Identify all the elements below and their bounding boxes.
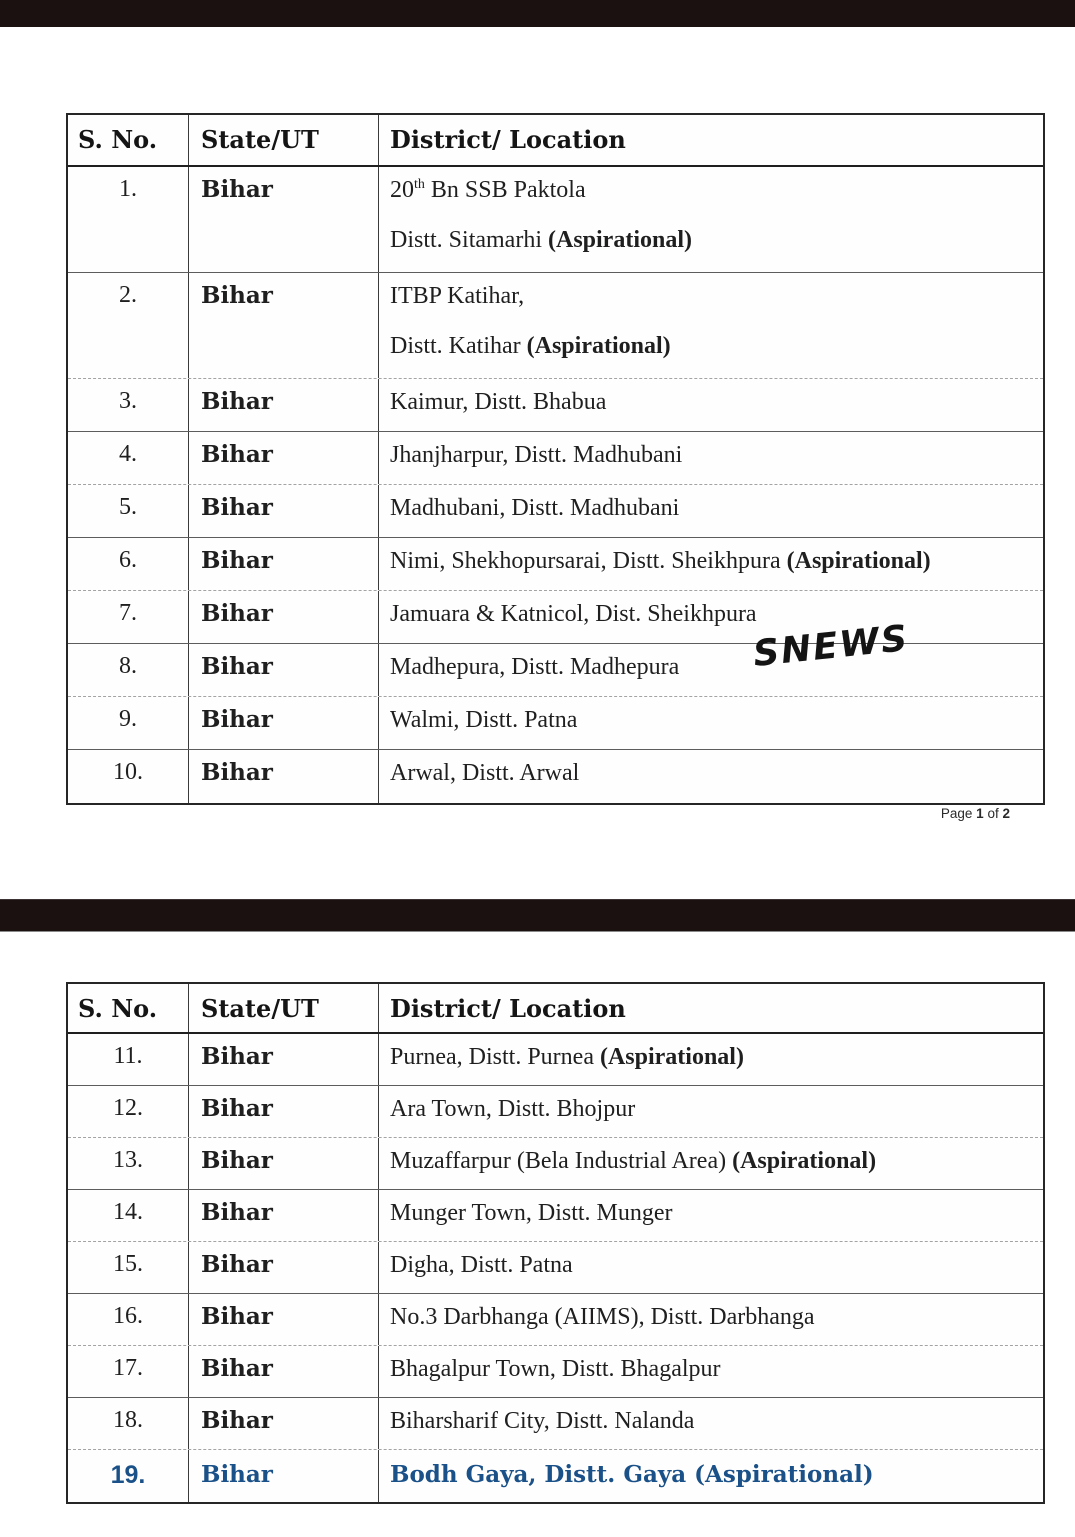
sno-cell: 6.	[119, 547, 137, 573]
header-sno: S. No.	[78, 125, 158, 154]
district-cell: Purnea, Distt. Purnea (Aspirational)	[378, 1034, 1043, 1085]
district-cell: 20th Bn SSB Paktola Distt. Sitamarhi (Aspirational)	[378, 167, 1043, 272]
state-cell: Bihar	[188, 273, 378, 378]
table-row	[68, 697, 1043, 750]
table-row	[68, 273, 1043, 379]
snews-watermark: SNEWS	[751, 617, 912, 676]
page1-table	[66, 113, 1045, 805]
sno-cell: 8.	[119, 653, 137, 679]
state-cell: Bihar	[188, 750, 378, 803]
district-cell: ITBP Katihar, Distt. Katihar (Aspirational)	[378, 273, 1043, 378]
district-cell: No.3 Darbhanga (AIIMS), Distt. Darbhanga	[378, 1294, 1043, 1345]
district-cell: Jamuara & Katnicol, Dist. Sheikhpura	[378, 591, 1043, 643]
sno-cell: 2.	[119, 282, 137, 308]
sno-cell: 17.	[113, 1355, 143, 1381]
page-total: 2	[1002, 806, 1010, 821]
district-cell: Walmi, Distt. Patna	[378, 697, 1043, 749]
state-cell: Bihar	[188, 379, 378, 431]
page-word: Page	[940, 806, 973, 821]
table-row	[68, 538, 1043, 591]
district-cell: Muzaffarpur (Bela Industrial Area) (Aspirational)	[378, 1138, 1043, 1189]
district-cell: Ara Town, Distt. Bhojpur	[378, 1086, 1043, 1137]
table-row	[68, 1138, 1043, 1190]
table-row	[68, 432, 1043, 485]
header-sno: S. No.	[78, 994, 158, 1023]
page-separator-bar	[0, 899, 1075, 932]
state-cell: Bihar	[188, 1294, 378, 1345]
district-cell: Arwal, Distt. Arwal	[378, 750, 1043, 803]
table-row	[68, 1190, 1043, 1242]
state-cell: Bihar	[188, 697, 378, 749]
of-word: of	[987, 806, 999, 821]
table-row	[68, 485, 1043, 538]
header-district: District/ Location	[378, 984, 1043, 1032]
state-cell: Bihar	[188, 1138, 378, 1189]
state-cell: Bihar	[188, 1398, 378, 1449]
district-cell: Madhubani, Distt. Madhubani	[378, 485, 1043, 537]
district-cell: Nimi, Shekhopursarai, Distt. Sheikhpura (Aspirational)	[378, 538, 1043, 590]
table-row	[68, 379, 1043, 432]
sno-cell: 4.	[119, 441, 137, 467]
state-cell: Bihar	[188, 167, 378, 272]
district-cell: Jhanjharpur, Distt. Madhubani	[378, 432, 1043, 484]
table-row	[68, 1086, 1043, 1138]
district-cell: Bhagalpur Town, Distt. Bhagalpur	[378, 1346, 1043, 1397]
state-cell: Bihar	[188, 432, 378, 484]
state-cell: Bihar	[188, 1034, 378, 1085]
state-cell: Bihar	[188, 1242, 378, 1293]
page2-table	[66, 982, 1045, 1504]
sno-cell: 18.	[113, 1407, 143, 1433]
table-row	[68, 1034, 1043, 1086]
sno-cell: 3.	[119, 388, 137, 414]
table-row	[68, 1450, 1043, 1502]
state-cell: Bihar	[188, 1450, 378, 1502]
sno-cell: 5.	[119, 494, 137, 520]
sno-cell: 19.	[110, 1461, 146, 1489]
district-cell: Bodh Gaya, Distt. Gaya (Aspirational)	[378, 1450, 1043, 1502]
sno-cell: 16.	[113, 1303, 143, 1329]
top-black-bar	[0, 0, 1075, 27]
district-cell: Madhepura, Distt. Madhepura	[378, 644, 1043, 696]
state-cell: Bihar	[188, 1346, 378, 1397]
table-header-row	[68, 984, 1043, 1034]
page-number	[941, 806, 1010, 821]
sno-cell: 7.	[119, 600, 137, 626]
district-cell: Digha, Distt. Patna	[378, 1242, 1043, 1293]
state-cell: Bihar	[188, 485, 378, 537]
state-cell: Bihar	[188, 591, 378, 643]
state-cell: Bihar	[188, 1190, 378, 1241]
state-cell: Bihar	[188, 538, 378, 590]
district-cell: Biharsharif City, Distt. Nalanda	[378, 1398, 1043, 1449]
header-district: District/ Location	[378, 115, 1043, 165]
district-cell: Kaimur, Distt. Bhabua	[378, 379, 1043, 431]
table-header-row	[68, 115, 1043, 167]
sno-cell: 13.	[113, 1147, 143, 1173]
table-row	[68, 1398, 1043, 1450]
sno-cell: 14.	[113, 1199, 143, 1225]
header-state: State/UT	[188, 984, 378, 1032]
sno-cell: 10.	[113, 759, 143, 785]
header-state: State/UT	[188, 115, 378, 165]
state-cell: Bihar	[188, 644, 378, 696]
table-row	[68, 1294, 1043, 1346]
table-row	[68, 750, 1043, 803]
page-current: 1	[976, 806, 984, 821]
table-row	[68, 167, 1043, 273]
sno-cell: 12.	[113, 1095, 143, 1121]
district-cell: Munger Town, Distt. Munger	[378, 1190, 1043, 1241]
sno-cell: 11.	[113, 1043, 143, 1069]
sno-cell: 1.	[119, 176, 137, 202]
state-cell: Bihar	[188, 1086, 378, 1137]
sno-cell: 15.	[113, 1251, 143, 1277]
table-row	[68, 1346, 1043, 1398]
sno-cell: 9.	[119, 706, 137, 732]
table-row	[68, 1242, 1043, 1294]
